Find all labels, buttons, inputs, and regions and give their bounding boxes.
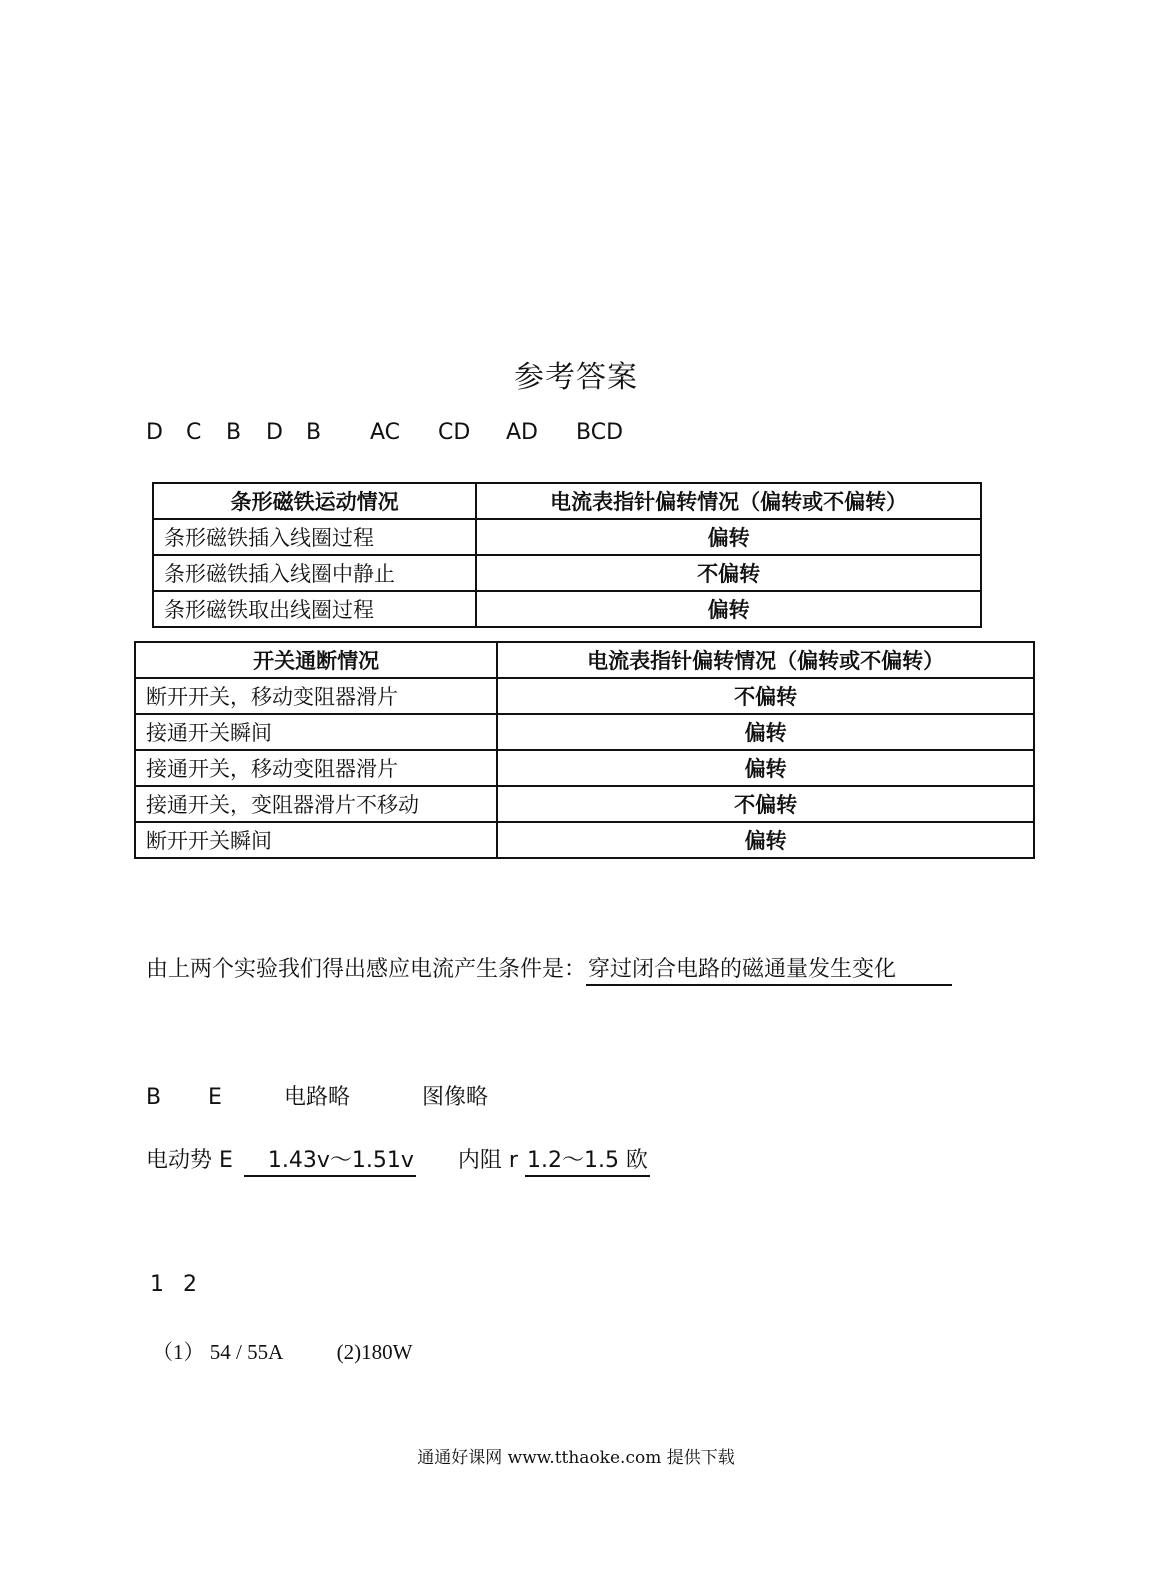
magnet-motion-table xyxy=(152,482,982,628)
table-cell: 接通开关瞬间 xyxy=(135,714,497,750)
experiment-answers xyxy=(146,1080,488,1111)
table-row xyxy=(135,714,1034,750)
experiment-answer: E xyxy=(208,1085,222,1110)
experiment-answer: 图像略 xyxy=(422,1085,489,1110)
table-header: 电流表指针偏转情况（偏转或不偏转） xyxy=(476,483,981,519)
page-title: 参考答案 xyxy=(514,360,638,395)
table-header: 开关通断情况 xyxy=(135,642,497,678)
table-cell: 条形磁铁插入线圈中静止 xyxy=(153,555,476,591)
table-cell: 偏转 xyxy=(497,714,1034,750)
table-cell: 条形磁铁取出线圈过程 xyxy=(153,591,476,627)
table-cell: 不偏转 xyxy=(497,678,1034,714)
table-cell: 接通开关，移动变阻器滑片 xyxy=(135,750,497,786)
calculation-answers xyxy=(152,1336,412,1366)
choice-answer: BCD xyxy=(576,420,624,445)
question-number: 1 2 xyxy=(150,1272,203,1297)
emf-value: 1.43v～1.51v xyxy=(244,1143,416,1177)
resistance-value: 1.2～1.5 欧 xyxy=(525,1143,650,1177)
choice-answer: C xyxy=(186,420,202,445)
table-row xyxy=(135,786,1034,822)
choice-answer: B xyxy=(306,420,322,445)
resistance-label: 内阻 r xyxy=(457,1148,518,1173)
table-cell: 断开开关瞬间 xyxy=(135,822,497,858)
table-header: 条形磁铁运动情况 xyxy=(153,483,476,519)
table-header: 电流表指针偏转情况（偏转或不偏转） xyxy=(497,642,1034,678)
emf-line xyxy=(146,1143,650,1177)
conclusion-answer: 穿过闭合电路的磁通量发生变化 xyxy=(586,952,952,986)
choice-answer: CD xyxy=(438,420,471,445)
choice-answer: AC xyxy=(370,420,401,445)
table-cell: 偏转 xyxy=(476,591,981,627)
table-row xyxy=(153,555,981,591)
choice-answer: AD xyxy=(506,420,538,445)
calc-part-2: (2)180W xyxy=(336,1340,413,1364)
table-cell: 接通开关，变阻器滑片不移动 xyxy=(135,786,497,822)
table-cell: 偏转 xyxy=(476,519,981,555)
table-row xyxy=(135,678,1034,714)
footer-credit: 通通好课网 www.tthaoke.com 提供下载 xyxy=(417,1448,735,1468)
table-cell: 不偏转 xyxy=(497,786,1034,822)
experiment-answer: B xyxy=(146,1085,162,1110)
choice-answer: B xyxy=(226,420,242,445)
table-header-row xyxy=(153,483,981,519)
choice-answer: D xyxy=(266,420,283,445)
table-cell: 断开开关，移动变阻器滑片 xyxy=(135,678,497,714)
table-row xyxy=(153,519,981,555)
conclusion-line xyxy=(146,952,952,986)
choice-answers xyxy=(146,420,623,445)
table-cell: 不偏转 xyxy=(476,555,981,591)
table-row xyxy=(135,750,1034,786)
emf-label: 电动势 E xyxy=(146,1148,233,1173)
table-cell: 偏转 xyxy=(497,822,1034,858)
switch-state-table xyxy=(134,641,1035,859)
calc-part-1: （1） 54 / 55A xyxy=(152,1340,283,1364)
experiment-answer: 电路略 xyxy=(284,1085,351,1110)
table-cell: 偏转 xyxy=(497,750,1034,786)
table-header-row xyxy=(135,642,1034,678)
table-cell: 条形磁铁插入线圈过程 xyxy=(153,519,476,555)
table-row xyxy=(153,591,981,627)
table-row xyxy=(135,822,1034,858)
conclusion-prefix: 由上两个实验我们得出感应电流产生条件是： xyxy=(146,957,587,982)
choice-answer: D xyxy=(146,420,163,445)
